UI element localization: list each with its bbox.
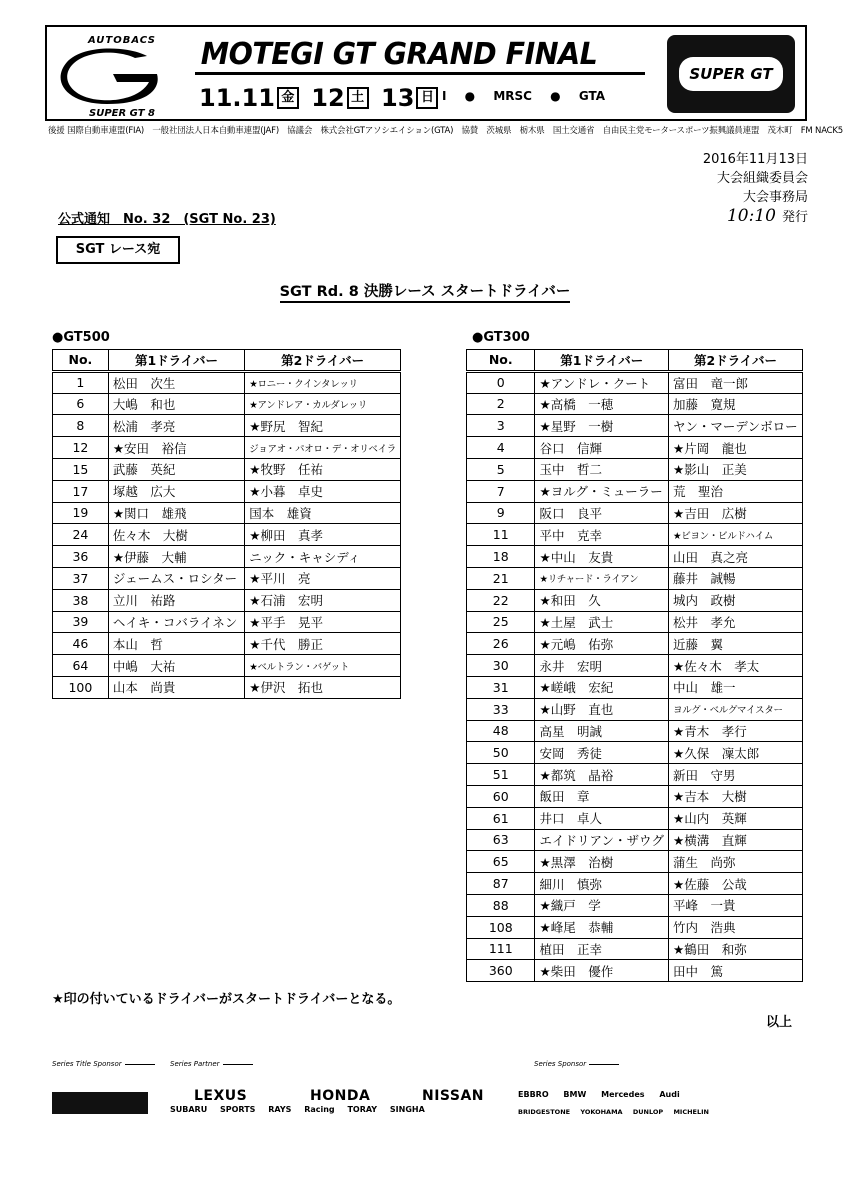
partner-small-logo: SPORTS bbox=[220, 1105, 256, 1114]
date-weekday: 土 bbox=[347, 87, 369, 109]
driver2-cell: ★牧野 任祐 bbox=[245, 458, 401, 480]
driver2-cell: ★横溝 直輝 bbox=[669, 829, 803, 851]
car-number-cell: 0 bbox=[467, 371, 535, 393]
car-number-cell: 64 bbox=[53, 655, 109, 677]
event-title: MOTEGI GT GRAND FINAL bbox=[200, 37, 598, 72]
partner-small-logo: SUBARU bbox=[170, 1105, 208, 1114]
driver1-cell: 立川 祐路 bbox=[108, 589, 244, 611]
end-mark: 以上 bbox=[765, 1015, 792, 1030]
sponsor-logo: BMW bbox=[563, 1090, 587, 1099]
sponsor-logo: ● bbox=[464, 89, 476, 103]
driver1-cell: 植田 正幸 bbox=[535, 938, 669, 960]
driver2-cell: ★野尻 智紀 bbox=[245, 415, 401, 437]
driver1-cell: ★和田 久 bbox=[535, 589, 669, 611]
partner-small-logo: SINGHA bbox=[389, 1105, 425, 1114]
organizers-line: 後援 国際自動車連盟(FIA) 一般社団法人日本自動車連盟(JAF) 協議会 株式会社GTアソシエイション(GTA) 協賛 茨城県 栃木県 国土交通省 自由民主党モータースポーツ振興議員連盟 茂木町 FM NACK5 bbox=[48, 126, 843, 136]
car-number-cell: 60 bbox=[467, 785, 535, 807]
table-row bbox=[53, 611, 401, 633]
driver2-cell: 田中 篤 bbox=[669, 960, 803, 982]
title-sponsor-logo bbox=[52, 1092, 148, 1114]
table-row bbox=[467, 938, 803, 960]
driver2-cell: 富田 竜一郎 bbox=[669, 371, 803, 393]
sponsor-label: Series Sponsor bbox=[534, 1060, 619, 1068]
driver1-cell: 永井 宏明 bbox=[535, 655, 669, 677]
driver2-cell: 荒 聖治 bbox=[669, 480, 803, 502]
driver2-cell: ★久保 凜太郎 bbox=[669, 742, 803, 764]
driver2-cell: ★伊沢 拓也 bbox=[245, 676, 401, 698]
table-row bbox=[467, 415, 803, 437]
table-row bbox=[53, 480, 401, 502]
big-g-logo-icon bbox=[57, 48, 167, 104]
table-row bbox=[467, 960, 803, 982]
driver1-cell: ★関口 雄飛 bbox=[108, 502, 244, 524]
document-title bbox=[0, 280, 850, 301]
issuer-block bbox=[703, 150, 808, 227]
table-row bbox=[53, 567, 401, 589]
driver1-cell: 阪口 良平 bbox=[535, 502, 669, 524]
sponsor-logo: YOKOHAMA bbox=[580, 1108, 623, 1116]
partner-logo-nissan: NISSAN bbox=[422, 1088, 485, 1104]
table-row bbox=[467, 720, 803, 742]
driver2-cell: ★小暮 卓史 bbox=[245, 480, 401, 502]
driver1-cell: 本山 哲 bbox=[108, 633, 244, 655]
car-number-cell: 87 bbox=[467, 873, 535, 895]
partner-small-logo: RAYS bbox=[268, 1105, 292, 1114]
table-row bbox=[53, 458, 401, 480]
table-row bbox=[467, 546, 803, 568]
brand-bottom-text: SUPER GT 8 bbox=[89, 108, 155, 119]
driver1-cell: ★元嶋 佑弥 bbox=[535, 633, 669, 655]
driver2-cell: ジョアオ・パオロ・デ・オリベイラ bbox=[245, 437, 401, 459]
table-row bbox=[467, 458, 803, 480]
driver2-cell: ヨルグ・ベルグマイスター bbox=[669, 698, 803, 720]
column-header-driver1: 第1ドライバー bbox=[535, 350, 669, 372]
car-number-cell: 4 bbox=[467, 437, 535, 459]
series-logo-text: SUPER GT bbox=[689, 65, 773, 83]
table-row bbox=[467, 524, 803, 546]
car-number-cell: 50 bbox=[467, 742, 535, 764]
driver2-cell: ★佐々木 孝太 bbox=[669, 655, 803, 677]
column-header-driver2: 第2ドライバー bbox=[245, 350, 401, 372]
table-row bbox=[53, 415, 401, 437]
driver1-cell: ★黒澤 治樹 bbox=[535, 851, 669, 873]
car-number-cell: 1 bbox=[53, 371, 109, 393]
organizer-committee: 大会組織委員会 bbox=[716, 171, 808, 186]
notice-number-text: 公式通知 No. 32 (SGT No. 23) bbox=[58, 212, 276, 227]
gt500-label: ●GT500 bbox=[52, 330, 110, 345]
car-number-cell: 3 bbox=[467, 415, 535, 437]
car-number-cell: 108 bbox=[467, 916, 535, 938]
car-number-cell: 39 bbox=[53, 611, 109, 633]
driver1-cell: ★伊藤 大輔 bbox=[108, 546, 244, 568]
driver1-cell: ★峰尾 恭輔 bbox=[535, 916, 669, 938]
driver1-cell: ★土屋 武士 bbox=[535, 611, 669, 633]
table-row bbox=[467, 437, 803, 459]
table-row bbox=[467, 676, 803, 698]
driver1-cell: ★安田 裕信 bbox=[108, 437, 244, 459]
driver1-cell: エイドリアン・ザウグ bbox=[535, 829, 669, 851]
driver2-cell: 中山 雄一 bbox=[669, 676, 803, 698]
driver2-cell: 松井 孝允 bbox=[669, 611, 803, 633]
event-dates bbox=[199, 83, 442, 112]
driver1-cell: 飯田 章 bbox=[535, 785, 669, 807]
driver2-cell: ★平川 亮 bbox=[245, 567, 401, 589]
issue-time: 10:10 bbox=[726, 206, 776, 226]
table-row bbox=[53, 655, 401, 677]
driver1-cell: ★織戸 学 bbox=[535, 894, 669, 916]
car-number-cell: 8 bbox=[53, 415, 109, 437]
car-number-cell: 5 bbox=[467, 458, 535, 480]
table-row bbox=[467, 633, 803, 655]
car-number-cell: 19 bbox=[53, 502, 109, 524]
car-number-cell: 30 bbox=[467, 655, 535, 677]
table-row bbox=[467, 371, 803, 393]
sponsor-logo: DUNLOP bbox=[632, 1108, 664, 1116]
table-row bbox=[467, 480, 803, 502]
driver2-cell: ★ロニー・クインタレッリ bbox=[245, 371, 401, 393]
car-number-cell: 65 bbox=[467, 851, 535, 873]
driver2-cell: 城内 政樹 bbox=[669, 589, 803, 611]
sponsor-logo: I bbox=[442, 89, 447, 103]
event-banner bbox=[45, 25, 807, 121]
driver1-cell: 谷口 信輝 bbox=[535, 437, 669, 459]
table-row bbox=[467, 829, 803, 851]
document-title-text: SGT Rd. 8 決勝レース スタートドライバー bbox=[280, 284, 571, 303]
car-number-cell: 21 bbox=[467, 567, 535, 589]
partner-small-logo: TORAY bbox=[347, 1105, 378, 1114]
car-number-cell: 25 bbox=[467, 611, 535, 633]
column-header-no: No. bbox=[467, 350, 535, 372]
driver1-cell: 細川 慎弥 bbox=[535, 873, 669, 895]
driver2-cell: 近藤 翼 bbox=[669, 633, 803, 655]
table-row bbox=[53, 393, 401, 415]
driver1-cell: 佐々木 大樹 bbox=[108, 524, 244, 546]
car-number-cell: 31 bbox=[467, 676, 535, 698]
notice-number bbox=[58, 208, 276, 227]
driver1-cell: ★ヨルグ・ミューラー bbox=[535, 480, 669, 502]
table-row bbox=[467, 698, 803, 720]
table-row bbox=[53, 589, 401, 611]
date-weekday: 日 bbox=[416, 87, 438, 109]
column-header-no: No. bbox=[53, 350, 109, 372]
driver1-cell: ★都筑 晶裕 bbox=[535, 764, 669, 786]
driver2-cell: ★片岡 龍也 bbox=[669, 437, 803, 459]
car-number-cell: 111 bbox=[467, 938, 535, 960]
driver1-cell: ★リチャード・ライアン bbox=[535, 567, 669, 589]
car-number-cell: 46 bbox=[53, 633, 109, 655]
partner-small-logos bbox=[170, 1105, 435, 1114]
driver1-cell: ★高橋 一穂 bbox=[535, 393, 669, 415]
title-sponsor-label: Series Title Sponsor bbox=[52, 1060, 155, 1068]
gt300-label: ●GT300 bbox=[472, 330, 530, 345]
column-header-driver2: 第2ドライバー bbox=[669, 350, 803, 372]
sponsor-footer bbox=[48, 1060, 808, 1130]
car-number-cell: 37 bbox=[53, 567, 109, 589]
car-number-cell: 6 bbox=[53, 393, 109, 415]
table-row bbox=[53, 524, 401, 546]
series-sponsor-logos-row2 bbox=[518, 1108, 717, 1116]
driver2-cell: ★アンドレア・カルダレッリ bbox=[245, 393, 401, 415]
driver2-cell: ★石浦 宏明 bbox=[245, 589, 401, 611]
driver1-cell: 安岡 秀徒 bbox=[535, 742, 669, 764]
gt300-table bbox=[466, 349, 803, 982]
driver1-cell: 玉中 哲二 bbox=[535, 458, 669, 480]
driver2-cell: ★山内 英輝 bbox=[669, 807, 803, 829]
date-day: 13 bbox=[381, 84, 415, 112]
table-row bbox=[467, 589, 803, 611]
table-row bbox=[53, 437, 401, 459]
driver2-cell: 加藤 寛規 bbox=[669, 393, 803, 415]
driver2-cell: ★ベルトラン・バゲット bbox=[245, 655, 401, 677]
sponsor-logo: BRIDGESTONE bbox=[518, 1108, 571, 1116]
table-row bbox=[53, 502, 401, 524]
car-number-cell: 51 bbox=[467, 764, 535, 786]
driver2-cell: ★柳田 真孝 bbox=[245, 524, 401, 546]
driver1-cell: ★星野 一樹 bbox=[535, 415, 669, 437]
date-weekday: 金 bbox=[277, 87, 299, 109]
driver2-cell: 新田 守男 bbox=[669, 764, 803, 786]
driver2-cell: ★ビヨン・ビルドハイム bbox=[669, 524, 803, 546]
sponsor-logo: MRSC bbox=[493, 89, 532, 103]
driver2-cell: ★平手 晃平 bbox=[245, 611, 401, 633]
driver1-cell: ★中山 友貴 bbox=[535, 546, 669, 568]
gt500-table bbox=[52, 349, 401, 699]
column-header-driver1: 第1ドライバー bbox=[108, 350, 244, 372]
table-row bbox=[467, 807, 803, 829]
table-row bbox=[467, 393, 803, 415]
driver2-cell: 藤井 誠暢 bbox=[669, 567, 803, 589]
table-row bbox=[467, 873, 803, 895]
partner-label: Series Partner bbox=[170, 1060, 253, 1068]
addressee-box: SGT レース宛 bbox=[56, 236, 180, 264]
sponsor-logo: GTA bbox=[578, 89, 606, 103]
start-driver-footnote: ★印の付いているドライバーがスタートドライバーとなる。 bbox=[52, 992, 401, 1007]
driver1-cell: ★山野 直也 bbox=[535, 698, 669, 720]
driver2-cell: ★影山 正美 bbox=[669, 458, 803, 480]
event-title-box bbox=[195, 35, 645, 75]
table-row bbox=[467, 894, 803, 916]
driver2-cell: ★吉田 広樹 bbox=[669, 502, 803, 524]
table-row bbox=[467, 916, 803, 938]
driver2-cell: ★千代 勝正 bbox=[245, 633, 401, 655]
car-number-cell: 360 bbox=[467, 960, 535, 982]
car-number-cell: 12 bbox=[53, 437, 109, 459]
driver1-cell: ジェームス・ロシター bbox=[108, 567, 244, 589]
driver2-cell: ニック・キャシディ bbox=[245, 546, 401, 568]
car-number-cell: 7 bbox=[467, 480, 535, 502]
driver2-cell: 国本 雄資 bbox=[245, 502, 401, 524]
car-number-cell: 9 bbox=[467, 502, 535, 524]
table-row bbox=[53, 371, 401, 393]
brand-top-text: AUTOBACS bbox=[88, 35, 156, 46]
driver2-cell: 竹内 浩典 bbox=[669, 916, 803, 938]
car-number-cell: 22 bbox=[467, 589, 535, 611]
car-number-cell: 88 bbox=[467, 894, 535, 916]
driver2-cell: 山田 真之亮 bbox=[669, 546, 803, 568]
car-number-cell: 2 bbox=[467, 393, 535, 415]
car-number-cell: 63 bbox=[467, 829, 535, 851]
driver2-cell: ★青木 孝行 bbox=[669, 720, 803, 742]
driver2-cell: ヤン・マーデンボロー bbox=[669, 415, 803, 437]
car-number-cell: 48 bbox=[467, 720, 535, 742]
driver1-cell: ★柴田 優作 bbox=[535, 960, 669, 982]
driver1-cell: 松田 次生 bbox=[108, 371, 244, 393]
car-number-cell: 11 bbox=[467, 524, 535, 546]
driver1-cell: ★アンドレ・クート bbox=[535, 371, 669, 393]
partner-logo-lexus: LEXUS bbox=[194, 1088, 248, 1104]
driver1-cell: 松浦 孝亮 bbox=[108, 415, 244, 437]
car-number-cell: 38 bbox=[53, 589, 109, 611]
autobacs-super-gt-logo bbox=[57, 35, 187, 119]
car-number-cell: 61 bbox=[467, 807, 535, 829]
table-row bbox=[467, 742, 803, 764]
driver1-cell: ★嵯峨 宏紀 bbox=[535, 676, 669, 698]
car-number-cell: 100 bbox=[53, 676, 109, 698]
driver2-cell: ★吉本 大樹 bbox=[669, 785, 803, 807]
table-row bbox=[467, 611, 803, 633]
driver2-cell: 平峰 一貴 bbox=[669, 894, 803, 916]
date-day: 11.11 bbox=[199, 84, 275, 112]
table-row bbox=[53, 676, 401, 698]
driver1-cell: 塚越 広大 bbox=[108, 480, 244, 502]
driver2-cell: 蒲生 尚弥 bbox=[669, 851, 803, 873]
notice-date: 2016年11月13日 bbox=[702, 152, 808, 167]
table-row bbox=[53, 546, 401, 568]
date-day: 12 bbox=[311, 84, 345, 112]
driver2-cell: ★鶴田 和弥 bbox=[669, 938, 803, 960]
driver1-cell: 井口 卓人 bbox=[535, 807, 669, 829]
table-row bbox=[467, 567, 803, 589]
driver1-cell: ヘイキ・コバライネン bbox=[108, 611, 244, 633]
sponsor-logo: Mercedes bbox=[601, 1090, 645, 1099]
table-row bbox=[467, 502, 803, 524]
sponsor-logo: Audi bbox=[659, 1090, 680, 1099]
table-row bbox=[467, 851, 803, 873]
series-sponsor-logos-row1 bbox=[518, 1090, 692, 1099]
driver2-cell: ★佐藤 公哉 bbox=[669, 873, 803, 895]
organizer-office: 大会事務局 bbox=[742, 190, 808, 205]
table-row bbox=[467, 655, 803, 677]
car-number-cell: 18 bbox=[467, 546, 535, 568]
table-row bbox=[467, 764, 803, 786]
car-number-cell: 17 bbox=[53, 480, 109, 502]
driver1-cell: 武藤 英紀 bbox=[108, 458, 244, 480]
car-number-cell: 24 bbox=[53, 524, 109, 546]
driver1-cell: 大嶋 和也 bbox=[108, 393, 244, 415]
driver1-cell: 山本 尚貴 bbox=[108, 676, 244, 698]
driver1-cell: 高星 明誠 bbox=[535, 720, 669, 742]
car-number-cell: 15 bbox=[53, 458, 109, 480]
car-number-cell: 36 bbox=[53, 546, 109, 568]
driver1-cell: 中嶋 大祐 bbox=[108, 655, 244, 677]
car-number-cell: 33 bbox=[467, 698, 535, 720]
table-row bbox=[467, 785, 803, 807]
super-gt-series-logo bbox=[667, 35, 795, 113]
table-row bbox=[53, 633, 401, 655]
driver1-cell: 平中 克幸 bbox=[535, 524, 669, 546]
sponsor-logo: ● bbox=[550, 89, 561, 103]
sponsor-logo: MICHELIN bbox=[673, 1108, 709, 1116]
car-number-cell: 26 bbox=[467, 633, 535, 655]
partner-logo-honda: HONDA bbox=[310, 1088, 371, 1104]
sponsor-logo: EBBRO bbox=[518, 1090, 549, 1099]
event-sponsor-logos bbox=[442, 89, 619, 103]
partner-small-logo: Racing bbox=[304, 1105, 335, 1114]
issued-label: 発行 bbox=[781, 210, 808, 225]
